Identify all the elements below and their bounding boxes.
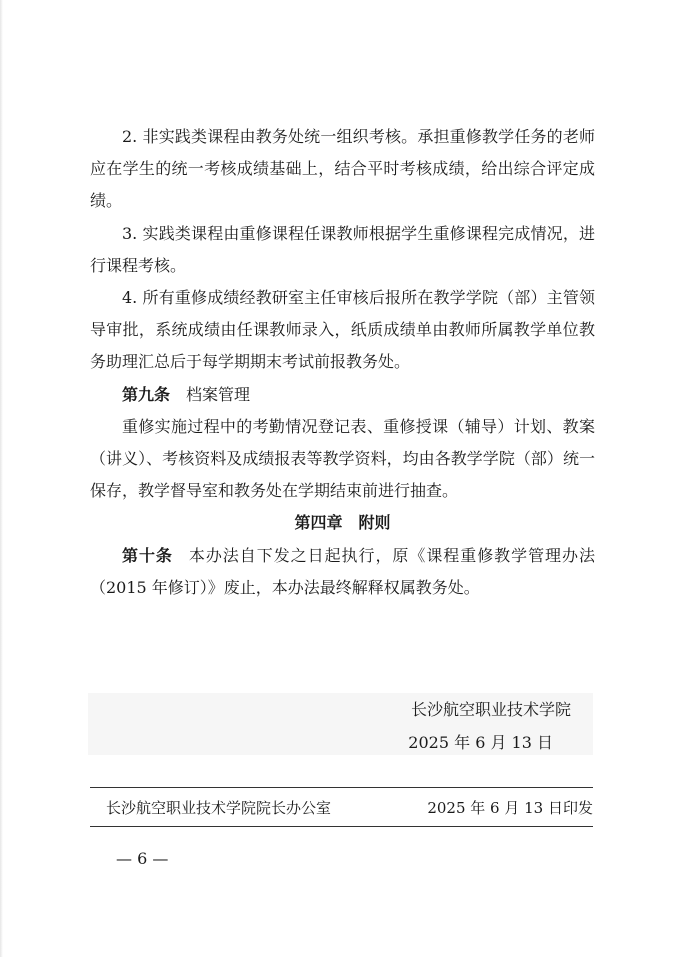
page-number: — 6 —	[116, 849, 169, 868]
article-9-heading: 第九条	[122, 384, 171, 404]
article-9-text: 重修实施过程中的考勤情况登记表、重修授课（辅导）计划、教案（讲义）、考核资料及成绩报表等教学资料，均由各教学学院（部）统一保存，教学督导室和教务处在学期结束前进行抽查。	[90, 416, 595, 501]
clause-3	[90, 218, 595, 282]
footer-top-rule	[90, 787, 593, 788]
footer-bottom-rule	[90, 826, 593, 827]
article-10-text: 本办法自下发之日起执行，原《课程重修教学管理办法（2015 年修订）》废止，本办法最终解释权属教务处。	[90, 545, 595, 597]
clause-number: 4.	[122, 288, 138, 308]
page-edge-shadow	[0, 0, 3, 957]
article-9-title: 档案管理	[186, 384, 251, 404]
article-10	[90, 540, 595, 604]
signature-date: 2025 年 6 月 13 日	[408, 733, 553, 752]
footer-print-date: 2025 年 6 月 13 日印发	[427, 799, 593, 817]
document-body	[90, 121, 595, 604]
clause-number: 2.	[122, 127, 138, 146]
clause-2	[90, 121, 595, 218]
signature-block	[88, 693, 593, 755]
signature-org: 长沙航空职业技术学院	[410, 700, 571, 719]
article-9-heading-line	[90, 379, 595, 411]
clause-text: 所有重修成绩经教研室主任审核后报所在教学学院（部）主管领导审批，系统成绩由任课教师录入，纸质成绩单由教师所属教学单位教务助理汇总后于每学期期末考试前报教务处。	[90, 288, 595, 372]
clause-text: 非实践类课程由教务处统一组织考核。承担重修教学任务的老师应在学生的统一考核成绩基础上，结合平时考核成绩，给出综合评定成绩。	[90, 127, 595, 211]
clause-number: 3.	[122, 223, 138, 243]
chapter-heading: 第四章 附则	[294, 513, 391, 533]
article-10-heading: 第十条	[122, 545, 173, 565]
clause-text: 实践类课程由重修课程任课教师根据学生重修课程完成情况，进行课程考核。	[90, 223, 595, 275]
footer-issuer: 长沙航空职业技术学院院长办公室	[106, 799, 332, 817]
clause-4	[90, 282, 595, 379]
